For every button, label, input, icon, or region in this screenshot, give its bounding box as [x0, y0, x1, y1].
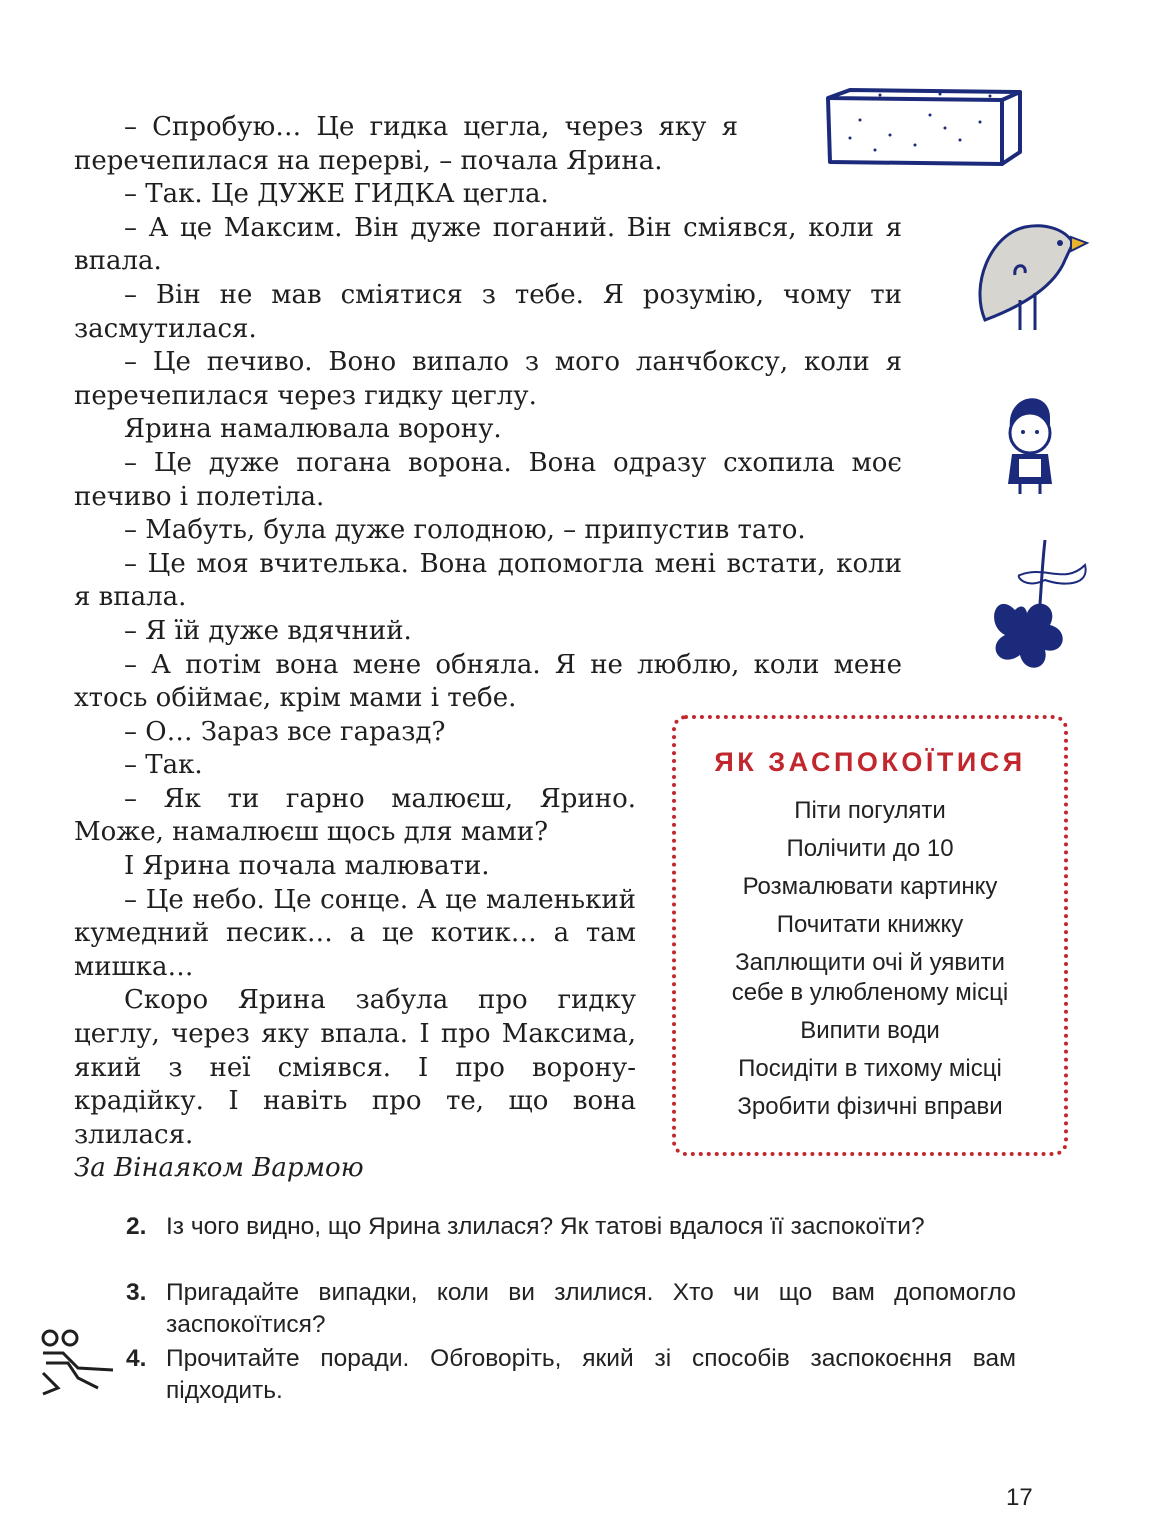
- page-number: 17: [1006, 1484, 1033, 1511]
- story-paragraph: – Це моя вчителька. Вона допомогла мені встати, коли я впала.: [74, 548, 902, 613]
- story-paragraph: – Спробую… Це гидка цегла, через яку я перечепилася на перерві, – почала Ярина.: [74, 112, 738, 176]
- tip-item: Зробити фізичні вправи: [737, 1093, 1003, 1120]
- question-number: 3.: [126, 1279, 147, 1306]
- story-paragraph: – Як ти гарно малюєш, Ярино. Може, намалюєш щось для мами?: [74, 783, 636, 848]
- tip-item: Випити води: [800, 1017, 940, 1044]
- question-text: Із чого видно, що Ярина злилася? Як татові вдалося її заспокоїти?: [166, 1213, 925, 1240]
- tip-item: Розмалювати картинку: [742, 873, 998, 900]
- tips-list: [676, 796, 1064, 1122]
- story-author: За Вінаяком Вармою: [74, 1153, 364, 1184]
- tip-item: Почитати книжку: [776, 911, 964, 938]
- story-paragraph: І Ярина почала малювати.: [124, 851, 490, 882]
- question-item: [126, 1343, 1026, 1407]
- tip-item: Полічити до 10: [786, 835, 954, 862]
- story-paragraph: – Мабуть, була дуже голодною, – припустив тато.: [124, 515, 806, 546]
- question-text: Пригадайте випадки, коли ви злилися. Хто чи що вам допомогло заспокоїтися?: [166, 1279, 1016, 1338]
- tip-item: Заплющити очі й уявити себе в улюбленому місці: [731, 949, 1009, 1006]
- question-number: 4.: [126, 1345, 147, 1372]
- tip-item: Піти погуляти: [794, 797, 946, 824]
- story-paragraph: Скоро Ярина забула про гидку цеглу, через яку впала. І про Максима, який з неї сміявся. І про ворону-крадійку. І навіть про те, що вона злилася.: [74, 985, 636, 1150]
- crow-drawing: [965, 215, 1090, 335]
- story-paragraph: – О… Зараз все гаразд?: [124, 716, 446, 747]
- question-item: [126, 1277, 1026, 1341]
- story-paragraph: – Я їй дуже вдячний.: [124, 615, 412, 646]
- story-paragraph: – Це небо. Це сонце. А це маленький кумедний песик… а це котик… а там мишка…: [74, 884, 636, 982]
- brick-drawing: [820, 80, 1030, 170]
- tip-item: Посидіти в тихому місці: [738, 1055, 1002, 1082]
- flower-drawing: [975, 535, 1100, 685]
- story-paragraph: – Це дуже погана ворона. Вона одразу схопила моє печиво і полетіла.: [74, 447, 902, 512]
- question-number: 2.: [126, 1213, 147, 1240]
- story-paragraph: – Так. Це ДУЖЕ ГИДКА цегла.: [124, 179, 549, 210]
- question-text: Прочитайте поради. Обговоріть, який зі способів заспокоєння вам підходить.: [166, 1345, 1016, 1404]
- story-paragraph: Ярина намалювала ворону.: [124, 414, 502, 445]
- calm-down-tips-box: [672, 715, 1068, 1156]
- tips-title: ЯК ЗАСПОКОЇТИСЯ: [714, 747, 1026, 777]
- story-paragraph: – Він не мав сміятися з тебе. Я розумію, чому ти засмутилася.: [74, 279, 902, 344]
- story-paragraph: – А це Максим. Він дуже поганий. Він сміявся, коли я впала.: [74, 212, 902, 277]
- group-work-icon: [38, 1328, 118, 1398]
- story-paragraph: – Це печиво. Воно випало з мого ланчбоксу, коли я перечепилася через гидку цеглу.: [74, 347, 902, 411]
- story-paragraph: – А потім вона мене обняла. Я не люблю, коли мене хтось обіймає, крім мами і тебе.: [74, 649, 902, 714]
- story-paragraph: – Так.: [124, 750, 203, 781]
- question-item: [126, 1211, 1026, 1243]
- girl-drawing: [998, 388, 1068, 498]
